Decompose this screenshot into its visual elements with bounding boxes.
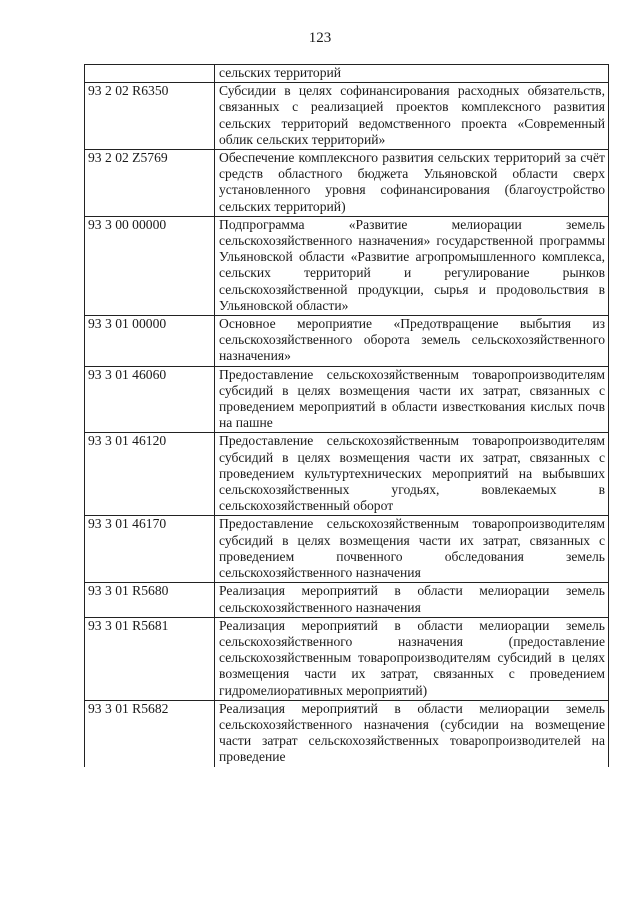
table-row [85, 700, 609, 766]
row-description: Реализация мероприятий в области мелиорации земель сельскохозяйственного назначения [215, 583, 609, 617]
row-description: сельских территорий [215, 65, 609, 83]
row-code: 93 3 01 R5681 [85, 617, 215, 700]
row-description: Обеспечение комплексного развития сельских территорий за счёт средств областного бюджета Ульяновской области сверх установленного уровня софинансирования (благоустройство сельских территорий) [215, 150, 609, 217]
table-row [85, 65, 609, 83]
row-code: 93 2 02 R6350 [85, 83, 215, 150]
row-description: Предоставление сельскохозяйственным товаропроизводителям субсидий в целях возмещения части их затрат, связанных с проведением почвенного обследования земель сельскохозяйственного назначения [215, 516, 609, 583]
row-code: 93 3 01 46170 [85, 516, 215, 583]
row-code: 93 3 01 00000 [85, 316, 215, 367]
row-description: Подпрограмма «Развитие мелиорации земель сельскохозяйственного назначения» государственной программы Ульяновской области «Развитие агропромышленного комплекса, сельских территорий и регулирование рынков сельскохозяйственной продукции, сырья и продовольствия в Ульяновской области» [215, 216, 609, 315]
row-code: 93 3 01 46060 [85, 366, 215, 433]
row-code: 93 2 02 Z5769 [85, 150, 215, 217]
row-code: 93 3 01 R5682 [85, 700, 215, 766]
row-code [85, 65, 215, 83]
row-code: 93 3 00 00000 [85, 216, 215, 315]
row-description: Предоставление сельскохозяйственным товаропроизводителям субсидий в целях возмещения части их затрат, связанных с проведением культуртехнических мероприятий на выбывших сельскохозяйственных угодьях, вовлекаемых в сельскохозяйственный оборот [215, 433, 609, 516]
row-description: Субсидии в целях софинансирования расходных обязательств, связанных с реализацией проектов комплексного развития сельских территорий ведомственного проекта «Современный облик сельских территорий» [215, 83, 609, 150]
row-description: Реализация мероприятий в области мелиорации земель сельскохозяйственного назначения (субсидии на возмещение части затрат сельскохозяйственных товаропроизводителей на проведение [215, 700, 609, 766]
table-row [85, 583, 609, 617]
table-row [85, 366, 609, 433]
row-description: Основное мероприятие «Предотвращение выбытия из сельскохозяйственного оборота земель сельскохозяйственного назначения» [215, 316, 609, 367]
table-row [85, 150, 609, 217]
table-row [85, 316, 609, 367]
table-row [85, 433, 609, 516]
row-description: Предоставление сельскохозяйственным товаропроизводителям субсидий в целях возмещения части их затрат, связанных с проведением мероприятий в области известкования кислых почв на пашне [215, 366, 609, 433]
table-row [85, 617, 609, 700]
row-code: 93 3 01 46120 [85, 433, 215, 516]
page-number: 123 [308, 30, 332, 46]
row-description: Реализация мероприятий в области мелиорации земель сельскохозяйственного назначения (предоставление сельскохозяйственным товаропроизводителям субсидий в целях возмещения части их затрат, связанных с проведением гидромелиоративных мероприятий) [215, 617, 609, 700]
table-row [85, 516, 609, 583]
table-row [85, 216, 609, 315]
budget-classification-table [84, 64, 609, 767]
row-code: 93 3 01 R5680 [85, 583, 215, 617]
table-row [85, 83, 609, 150]
